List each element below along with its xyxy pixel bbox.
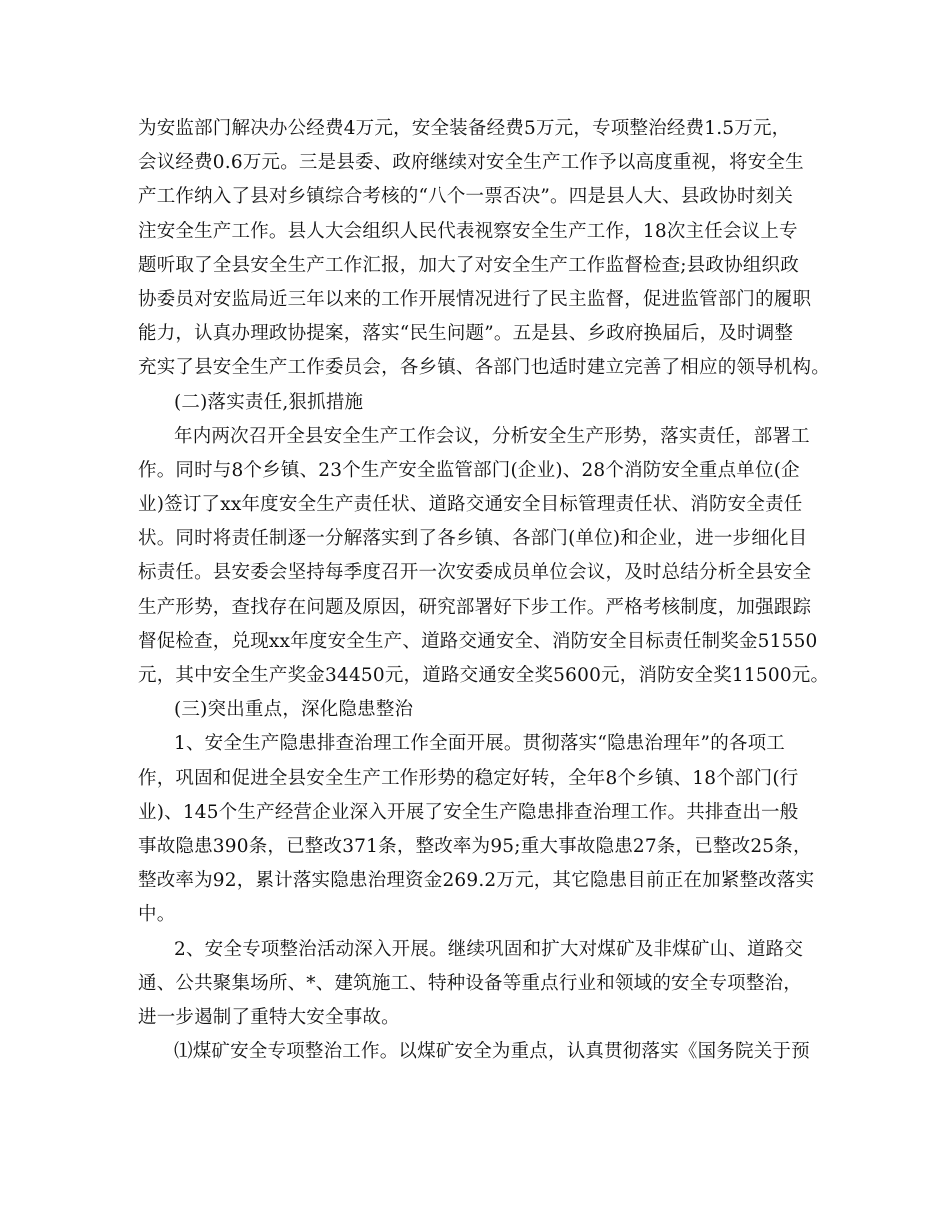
text-line: 业)、145个生产经营企业深入开展了安全生产隐患排查治理工作。共排查出一般 (138, 801, 799, 823)
section-heading: (三)突出重点，深化隐患整治 (174, 699, 414, 721)
paragraph-first-line: 1、安全生产隐患排查治理工作全面开展。贯彻落实“隐患治理年”的各项工 (174, 733, 785, 755)
text-line: 能力，认真办理政协提案，落实“民生问题”。五是县、乡政府换届后，及时调整 (138, 323, 794, 345)
section-heading: (二)落实责任,狠抓措施 (174, 391, 364, 413)
text-line: 进一步遏制了重特大安全事故。 (138, 1006, 400, 1028)
paragraph-first-line: 2、安全专项整治活动深入开展。继续巩固和扩大对煤矿及非煤矿山、道路交 (174, 938, 804, 960)
text-line: 产工作纳入了县对乡镇综合考核的“八个一票否决”。四是县人大、县政协时刻关 (138, 186, 794, 208)
text-line: 中。 (138, 904, 176, 926)
paragraph-first-line: 年内两次召开全县安全生产工作会议，分析安全生产形势，落实责任，部署工 (174, 425, 810, 447)
text-line: 协委员对安监局近三年以来的工作开展情况进行了民主监督，促进监管部门的履职 (138, 288, 812, 310)
text-line: 整改率为92，累计落实隐患治理资金269.2万元，其它隐患目前正在加紧整改落实 (138, 870, 815, 892)
text-line: 业)签订了xx年度安全生产责任状、道路交通安全目标管理责任状、消防安全责任 (138, 494, 803, 516)
text-line: 生产形势，查找存在问题及原因，研究部署好下步工作。严格考核制度，加强跟踪 (138, 596, 812, 618)
text-line: 事故隐患390条，已整改371条，整改率为95;重大事故隐患27条，已整改25条， (138, 835, 812, 857)
text-line: 为安监部门解决办公经费4万元，安全装备经费5万元，专项整治经费1.5万元， (138, 118, 791, 139)
text-line: 督促检查，兑现xx年度安全生产、道路交通安全、消防安全目标责任制奖金51550 (138, 630, 818, 652)
text-line: 通、公共聚集场所、*、建筑施工、特种设备等重点行业和领域的安全专项整治， (138, 972, 802, 994)
text-line: 状。同时将责任制逐一分解落实到了各乡镇、各部门(单位)和企业，进一步细化目 (138, 528, 808, 550)
text-line: 注安全生产工作。县人大会组织人民代表视察安全生产工作，18次主任会议上专 (138, 220, 798, 242)
text-line: 作，巩固和促进全县安全生产工作形势的稳定好转，全年8个乡镇、18个部门(行 (138, 767, 799, 789)
text-line: 元，其中安全生产奖金34450元，道路交通安全奖5600元，消防安全奖11500元。 (138, 665, 830, 686)
document-body (138, 112, 830, 1069)
text-line: 题听取了全县安全生产工作汇报，加大了对安全生产工作监督检查;县政协组织政 (138, 254, 799, 276)
text-line: 标责任。县安委会坚持每季度召开一次安委成员单位会议，及时总结分析全县安全 (138, 562, 812, 584)
text-line: 会议经费0.6万元。三是县委、政府继续对安全生产工作予以高度重视，将安全生 (138, 152, 804, 174)
text-line: 作。同时与8个乡镇、23个生产安全监管部门(企业)、28个消防安全重点单位(企 (138, 459, 800, 481)
paragraph-first-line: ⑴煤矿安全专项整治工作。以煤矿安全为重点，认真贯彻落实《国务院关于预 (174, 1041, 810, 1063)
text-line: 充实了县安全生产工作委员会，各乡镇、各部门也适时建立完善了相应的领导机构。 (138, 357, 830, 379)
